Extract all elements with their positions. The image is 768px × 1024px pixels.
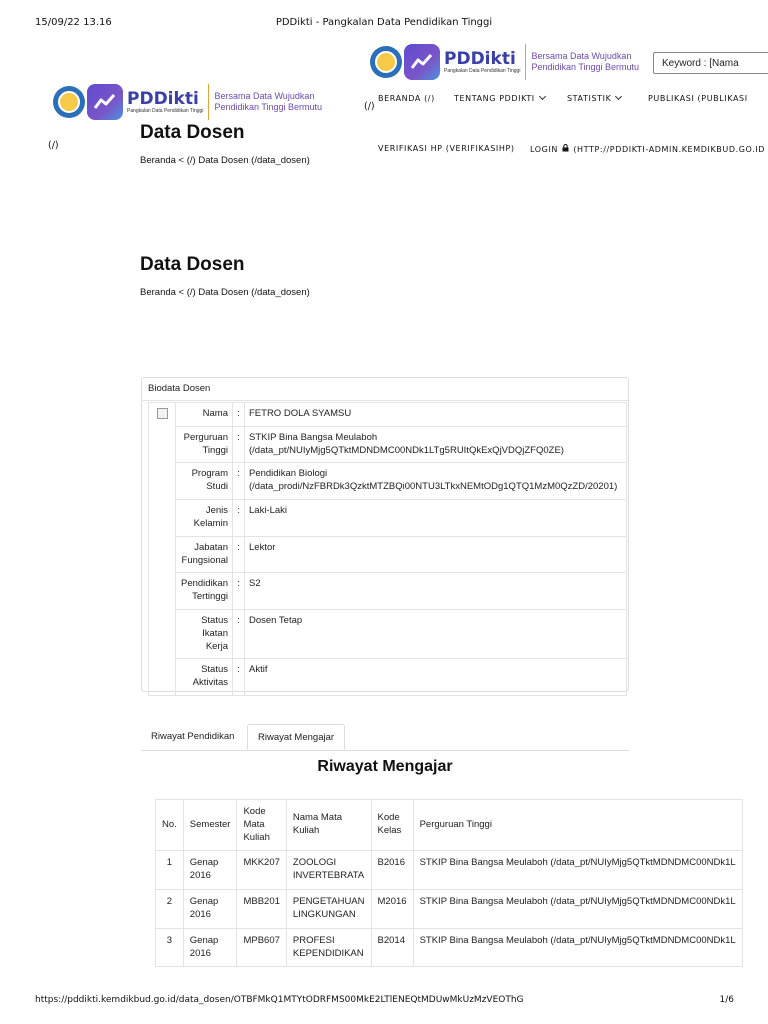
cell-pt[interactable]: STKIP Bina Bangsa Meulaboh (/data_pt/NUIyMjg5QTktMDNDMC00NDk1L	[413, 851, 742, 890]
nav-login-label: LOGIN	[530, 145, 559, 154]
cell-kode-kelas: M2016	[371, 890, 413, 929]
biodata-label: Jenis Kelamin	[176, 500, 233, 537]
nav-statistik[interactable]	[567, 94, 621, 103]
biodata-panel	[141, 377, 629, 692]
table-row	[156, 890, 743, 929]
biodata-colon: :	[233, 500, 245, 537]
nav-login-url: (HTTP://PDDIKTI-ADMIN.KEMDIKBUD.GO.ID	[573, 145, 765, 154]
cell-nama-mk: ZOOLOGI INVERTEBRATA	[286, 851, 371, 890]
biodata-value: FETRO DOLA SYAMSU	[245, 403, 627, 427]
chevron-down-icon	[615, 93, 622, 100]
biodata-value: Lektor	[245, 536, 627, 573]
page-title: Data Dosen	[140, 122, 245, 143]
tab-riwayat-mengajar[interactable]: Riwayat Mengajar	[247, 724, 345, 750]
home-link[interactable]: (/)	[364, 101, 375, 112]
table-row	[156, 851, 743, 890]
table-row	[156, 928, 743, 967]
col-kode-kelas: Kode Kelas	[371, 800, 413, 851]
print-title: PDDikti - Pangkalan Data Pendidikan Tinggi	[275, 17, 493, 28]
col-kode-mk: Kode Mata Kuliah	[237, 800, 286, 851]
biodata-colon: :	[233, 536, 245, 573]
biodata-row	[149, 659, 627, 696]
section-title: Riwayat Mengajar	[317, 758, 453, 775]
biodata-label: Pendidikan Tertinggi	[176, 573, 233, 610]
kemdikbud-emblem-icon	[370, 46, 402, 78]
nav-verifikasi[interactable]: VERIFIKASI HP (VERIFIKASIHP)	[378, 144, 515, 153]
pddikti-logo-icon	[87, 84, 123, 120]
cell-kode-kelas: B2016	[371, 851, 413, 890]
biodata-value: Dosen Tetap	[245, 609, 627, 658]
biodata-row	[149, 573, 627, 610]
lock-icon	[562, 144, 569, 152]
tagline-line1: Bersama Data Wujudkan	[531, 51, 632, 62]
photo-cell	[149, 403, 176, 696]
biodata-header: Biodata Dosen	[142, 378, 628, 401]
biodata-colon: :	[233, 463, 245, 500]
tagline-line2: Pendidikan Tinggi Bermutu	[531, 62, 640, 72]
kemdikbud-emblem-icon	[53, 86, 85, 118]
cell-nama-mk: PENGETAHUAN LINGKUNGAN	[286, 890, 371, 929]
cell-kode-mk: MPB607	[237, 928, 286, 967]
pddikti-logo-icon	[404, 44, 440, 80]
cell-semester: Genap 2016	[183, 928, 237, 967]
print-page-number: 1/6	[719, 995, 734, 1005]
nav-beranda[interactable]: BERANDA (/)	[378, 94, 435, 103]
brand-subtitle: Pangkalan Data Pendidikan Tinggi	[444, 67, 521, 74]
cell-kode-mk: MKK207	[237, 851, 286, 890]
cell-semester: Genap 2016	[183, 851, 237, 890]
keyword-label: Keyword :	[662, 58, 707, 69]
cell-pt[interactable]: STKIP Bina Bangsa Meulaboh (/data_pt/NUIyMjg5QTktMDNDMC00NDk1L	[413, 890, 742, 929]
page-title: Data Dosen	[140, 254, 245, 275]
print-datetime: 15/09/22 13.16	[35, 17, 112, 28]
col-no: No.	[156, 800, 184, 851]
cell-kode-kelas: B2014	[371, 928, 413, 967]
biodata-label: Perguruan Tinggi	[176, 426, 233, 463]
biodata-label: Nama	[176, 403, 233, 427]
biodata-label: Program Studi	[176, 463, 233, 500]
cell-no: 3	[156, 928, 184, 967]
nav-tentang-label: TENTANG PDDIKTI	[454, 94, 535, 103]
biodata-colon: :	[233, 573, 245, 610]
col-perguruan-tinggi: Perguruan Tinggi	[413, 800, 742, 851]
biodata-colon: :	[233, 426, 245, 463]
col-semester: Semester	[183, 800, 237, 851]
brand-divider	[525, 44, 526, 80]
biodata-label: Status Ikatan Kerja	[176, 609, 233, 658]
biodata-row	[149, 403, 627, 427]
col-nama-mk: Nama Mata Kuliah	[286, 800, 371, 851]
biodata-value[interactable]: Pendidikan Biologi (/data_prodi/NzFBRDk3QzktMTZBQi00NTU3LTkxNEMtODg1QTQ1MzM0QzZD/20201)	[245, 463, 627, 500]
print-url: https://pddikti.kemdikbud.go.id/data_dosen/OTBFMkQ1MTYtODRFMS00MkE2LTlENEQtMDUwMkUzMzVEOThG	[35, 995, 524, 1005]
brand-name: PDDikti	[127, 88, 199, 109]
biodata-colon: :	[233, 403, 245, 427]
biodata-colon: :	[233, 609, 245, 658]
biodata-value: S2	[245, 573, 627, 610]
biodata-colon: :	[233, 659, 245, 696]
brand-divider	[208, 84, 209, 120]
nav-statistik-label: STATISTIK	[567, 94, 612, 103]
cell-no: 2	[156, 890, 184, 929]
nav-login[interactable]	[530, 144, 768, 154]
biodata-value: Aktif	[245, 659, 627, 696]
biodata-label: Status Aktivitas	[176, 659, 233, 696]
brand-name: PDDikti	[444, 48, 516, 69]
tab-divider	[141, 750, 629, 751]
biodata-row	[149, 609, 627, 658]
tab-riwayat-pendidikan[interactable]: Riwayat Pendidikan	[151, 731, 235, 742]
biodata-table	[148, 402, 627, 696]
brand-logo[interactable]	[53, 84, 322, 120]
biodata-label: Jabatan Fungsional	[176, 536, 233, 573]
cell-pt[interactable]: STKIP Bina Bangsa Meulaboh (/data_pt/NUIyMjg5QTktMDNDMC00NDk1L	[413, 928, 742, 967]
biodata-row	[149, 536, 627, 573]
cell-no: 1	[156, 851, 184, 890]
cell-kode-mk: MBB201	[237, 890, 286, 929]
biodata-value: Laki-Laki	[245, 500, 627, 537]
riwayat-table-wrap	[155, 799, 736, 959]
chevron-down-icon	[539, 93, 546, 100]
breadcrumb[interactable]: Beranda < (/) Data Dosen (/data_dosen)	[140, 287, 310, 298]
search-input[interactable]	[653, 52, 768, 74]
biodata-row	[149, 426, 627, 463]
nav-publikasi[interactable]: PUBLIKASI (PUBLIKASI	[648, 94, 748, 103]
broken-image-icon	[157, 408, 168, 419]
biodata-row	[149, 463, 627, 500]
breadcrumb[interactable]: Beranda < (/) Data Dosen (/data_dosen)	[140, 155, 310, 166]
cell-nama-mk: PROFESI KEPENDIDIKAN	[286, 928, 371, 967]
brand-logo-top[interactable]	[370, 44, 639, 80]
biodata-row	[149, 500, 627, 537]
home-link[interactable]: (/)	[48, 140, 59, 151]
keyword-value: [Nama	[709, 58, 739, 69]
tagline-line2: Pendidikan Tinggi Bermutu	[214, 102, 323, 112]
riwayat-table	[155, 799, 743, 967]
cell-semester: Genap 2016	[183, 890, 237, 929]
tagline-line1: Bersama Data Wujudkan	[214, 91, 315, 102]
brand-subtitle: Pangkalan Data Pendidikan Tinggi	[127, 107, 204, 114]
nav-tentang[interactable]	[454, 94, 545, 103]
biodata-value[interactable]: STKIP Bina Bangsa Meulaboh (/data_pt/NUIyMjg5QTktMDNDMC00NDk1LTg5RUItQkExQjVDQjZFQ0ZE)	[245, 426, 627, 463]
